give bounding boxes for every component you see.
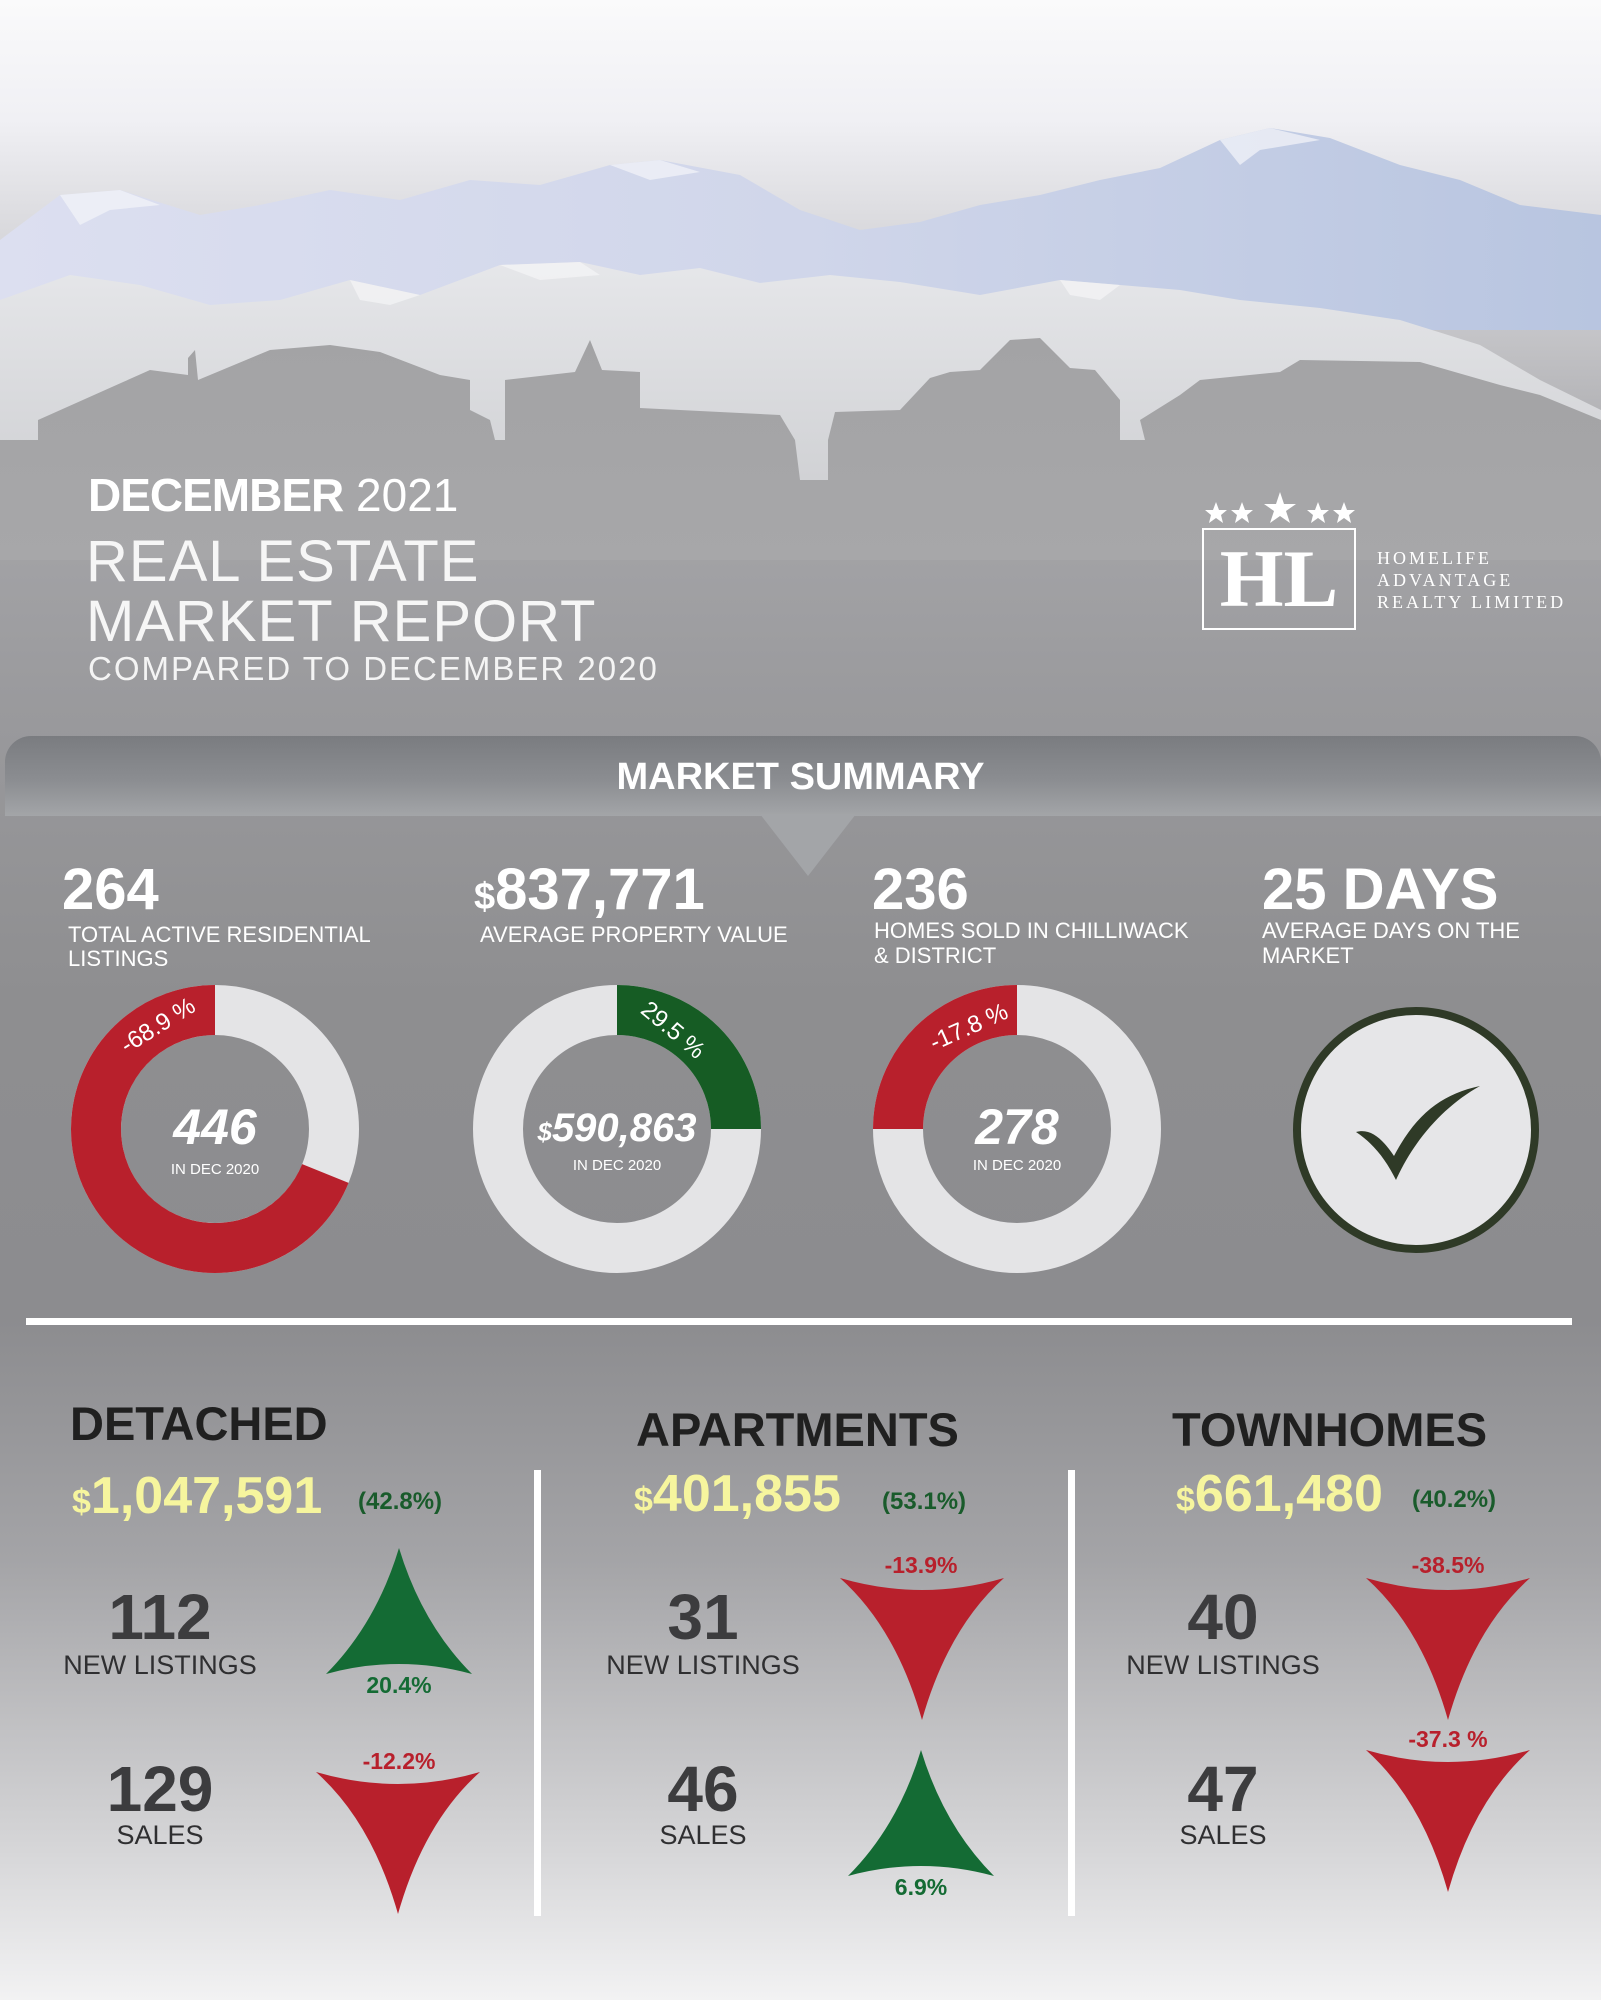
- active-listings-label-line2: LISTINGS: [68, 946, 169, 971]
- report-month: [88, 468, 458, 522]
- donut-change-label: -17.8 %: [925, 997, 1013, 1057]
- townhomes-price: [1176, 1464, 1383, 1524]
- active-listings-prev-value: 446: [173, 1099, 257, 1155]
- avg-property-currency: $: [474, 876, 496, 918]
- homes-sold-value: 236: [872, 857, 969, 922]
- detached-price-change: (42.8%): [358, 1488, 443, 1515]
- report-subtitle: COMPARED TO DECEMBER 2020: [88, 650, 659, 687]
- apartments-sales-value: 46: [667, 1753, 739, 1825]
- report-title-line2: MARKET REPORT: [86, 589, 597, 654]
- checkmark-badge: [1290, 1004, 1542, 1256]
- avg-property-amount: 837,771: [495, 857, 705, 922]
- avg-property-prev-value: [507, 1106, 727, 1151]
- detached-listings-value: 112: [108, 1581, 212, 1653]
- townhomes-sales-value: 47: [1187, 1753, 1259, 1825]
- section-divider: [26, 1318, 1572, 1325]
- detached-price: [72, 1466, 322, 1526]
- increase-arrow-icon: [326, 1546, 472, 1674]
- days-on-market-label-line2: MARKET: [1262, 943, 1354, 968]
- brand-name-line3: REALTY LIMITED: [1377, 592, 1567, 612]
- column-separator: [1068, 1470, 1075, 1916]
- decrease-arrow-icon: [316, 1770, 480, 1914]
- stars-icon: [1200, 492, 1360, 532]
- increase-arrow-icon: [848, 1748, 994, 1876]
- active-listings-value: 264: [62, 857, 159, 922]
- decrease-arrow-icon: [1366, 1748, 1530, 1892]
- townhomes-listings-change: -38.5%: [1411, 1552, 1485, 1578]
- days-on-market-value: 25 DAYS: [1262, 857, 1499, 922]
- donut-change-label: -68.9 %: [115, 992, 201, 1060]
- townhomes-sales-change: -37.3 %: [1408, 1726, 1488, 1752]
- summary-pointer: [760, 814, 856, 878]
- detached-sales-change: -12.2%: [362, 1748, 436, 1774]
- apartments-listings-label: NEW LISTINGS: [606, 1650, 800, 1680]
- avg-property-label: AVERAGE PROPERTY VALUE: [480, 922, 788, 947]
- donut-change-label: 29.5 %: [635, 995, 711, 1065]
- column-separator: [534, 1470, 541, 1916]
- avg-property-prev-label: IN DEC 2020: [572, 1157, 662, 1174]
- detached-price-currency: $: [72, 1483, 91, 1521]
- report-title-line1: REAL ESTATE: [86, 529, 480, 594]
- brand-name-line2: ADVANTAGE: [1377, 570, 1514, 590]
- apartments-sales-label: SALES: [659, 1820, 747, 1850]
- avg-property-prev-currency: $: [537, 1117, 552, 1147]
- avg-property-value: [474, 856, 705, 923]
- days-on-market-label-line1: AVERAGE DAYS ON THE: [1262, 918, 1520, 943]
- townhomes-title: TOWNHOMES: [1172, 1403, 1488, 1456]
- homes-sold-prev-label: IN DEC 2020: [972, 1157, 1062, 1174]
- apartments-price-change: (53.1%): [882, 1488, 967, 1515]
- townhomes-price-value: 661,480: [1194, 1465, 1383, 1523]
- logo-letters: HL: [1219, 533, 1339, 624]
- apartments-listings-value: 31: [667, 1581, 739, 1653]
- apartments-listings-change: -13.9%: [884, 1552, 958, 1578]
- report-month-bold: DECEMBER: [88, 469, 344, 521]
- detached-listings-label: NEW LISTINGS: [63, 1650, 257, 1680]
- avg-property-prev-amount: 590,863: [551, 1106, 697, 1150]
- townhomes-price-currency: $: [1176, 1481, 1195, 1519]
- detached-price-value: 1,047,591: [90, 1467, 323, 1525]
- apartments-price-currency: $: [634, 1481, 653, 1519]
- brand-name-line1: HOMELIFE: [1377, 548, 1492, 568]
- apartments-price-value: 401,855: [652, 1465, 841, 1523]
- active-listings-prev-label: IN DEC 2020: [170, 1161, 260, 1178]
- decrease-arrow-icon: [1366, 1576, 1530, 1720]
- brand-logo: [1200, 492, 1360, 632]
- townhomes-listings-label: NEW LISTINGS: [1126, 1650, 1320, 1680]
- homes-sold-prev-value: 278: [975, 1099, 1059, 1155]
- market-summary-title: MARKET SUMMARY: [616, 756, 985, 798]
- townhomes-price-change: (40.2%): [1412, 1486, 1497, 1513]
- apartments-sales-change: 6.9%: [894, 1874, 948, 1900]
- detached-sales-value: 129: [106, 1753, 214, 1825]
- detached-listings-change: 20.4%: [366, 1672, 432, 1698]
- townhomes-listings-value: 40: [1187, 1581, 1259, 1653]
- decrease-arrow-icon: [840, 1576, 1004, 1720]
- homes-sold-label-line1: HOMES SOLD IN CHILLIWACK: [874, 918, 1189, 943]
- townhomes-sales-label: SALES: [1179, 1820, 1267, 1850]
- active-listings-label-line1: TOTAL ACTIVE RESIDENTIAL: [68, 922, 371, 947]
- apartments-title: APARTMENTS: [636, 1403, 959, 1456]
- apartments-price: [634, 1464, 841, 1524]
- homes-sold-label-line2: & DISTRICT: [874, 943, 997, 968]
- detached-sales-label: SALES: [116, 1820, 204, 1850]
- detached-title: DETACHED: [70, 1397, 328, 1450]
- logo-box: [1202, 528, 1356, 630]
- report-year: 2021: [356, 469, 459, 521]
